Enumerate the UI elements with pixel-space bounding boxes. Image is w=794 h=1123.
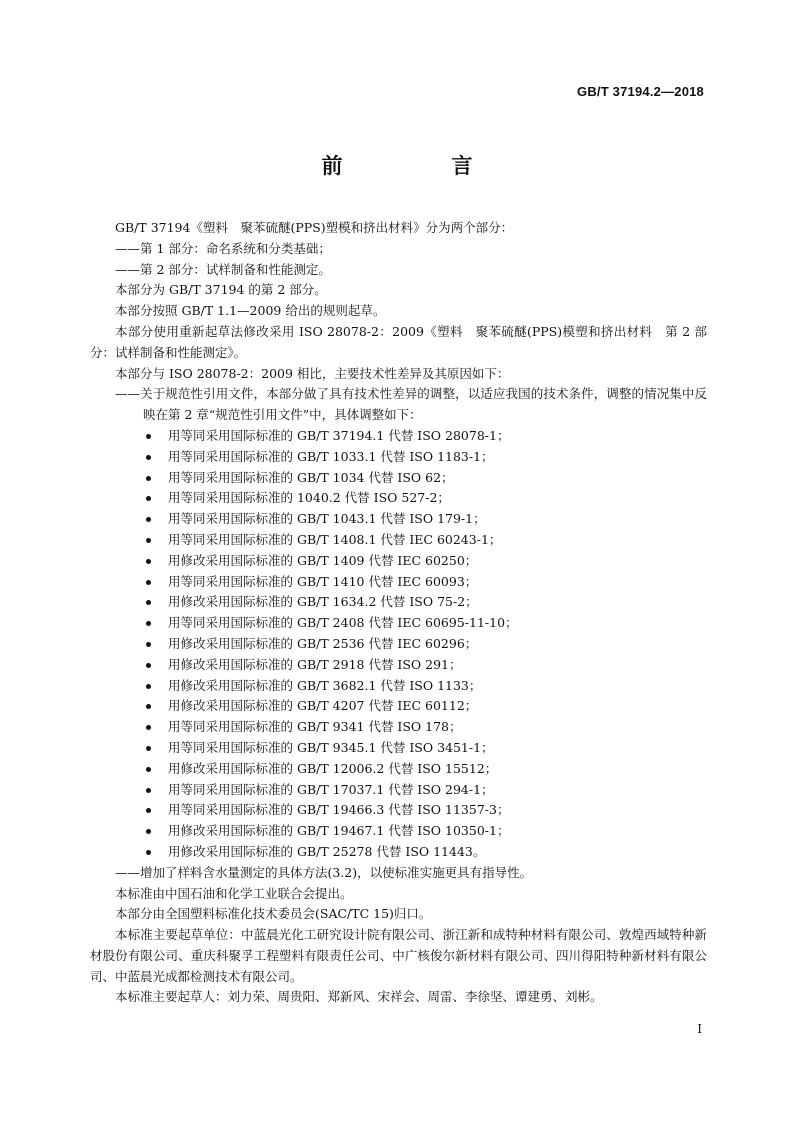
list-item-text: 用等同采用国际标准的 GB/T 2408 代替 IEC 60695-11-10； <box>168 615 518 631</box>
bullet-icon <box>146 704 151 709</box>
bullet-icon <box>146 621 151 626</box>
paragraph-parts-intro: GB/T 37194《塑料 聚苯硫醚(PPS)塑模和挤出材料》分为两个部分： <box>115 220 514 235</box>
list-item <box>90 572 707 593</box>
reference-substitution-list <box>90 426 707 863</box>
bullet-icon <box>146 684 151 689</box>
bullet-icon <box>146 600 151 605</box>
list-item <box>90 780 707 801</box>
bullet-icon <box>146 788 151 793</box>
list-item-text: 用等同采用国际标准的 GB/T 1033.1 代替 ISO 1183-1； <box>168 448 494 464</box>
list-item-text: 用等同采用国际标准的 GB/T 1408.1 代替 IEC 60243-1； <box>168 531 502 547</box>
list-item <box>90 738 707 759</box>
list-item-text: 用修改采用国际标准的 GB/T 4207 代替 IEC 60112； <box>168 698 478 714</box>
list-item-text: 用等同采用国际标准的 GB/T 37194.1 代替 ISO 28078-1； <box>168 427 510 443</box>
list-item-text: 用修改采用国际标准的 GB/T 2536 代替 IEC 60296； <box>168 635 478 651</box>
paragraph-part1: ——第 1 部分：命名系统和分类基础； <box>115 240 331 256</box>
foreword-body <box>90 218 707 1008</box>
list-item <box>90 468 707 489</box>
bullet-icon <box>146 476 151 481</box>
list-item <box>90 655 707 676</box>
list-item-text: 用等同采用国际标准的 GB/T 1410 代替 IEC 60093； <box>168 573 478 589</box>
bullet-icon <box>146 808 151 813</box>
bullet-icon <box>146 829 151 834</box>
list-item <box>90 447 707 468</box>
page-title: 前 言 <box>321 154 517 178</box>
list-item-text: 用修改采用国际标准的 GB/T 1634.2 代替 ISO 75-2； <box>168 594 478 610</box>
bullet-icon <box>146 517 151 522</box>
list-item <box>90 488 707 509</box>
page-number: I <box>697 1022 702 1036</box>
list-item-text: 用等同采用国际标准的 GB/T 17037.1 代替 ISO 294-1； <box>168 781 494 797</box>
list-item <box>90 509 707 530</box>
list-item-text: 用等同采用国际标准的 GB/T 9345.1 代替 ISO 3451-1； <box>168 739 494 755</box>
paragraph-differences-intro: 本部分与 ISO 28078-2：2009 相比，主要技术性差异及其原因如下： <box>115 365 510 381</box>
list-item <box>90 696 707 717</box>
paragraph-committee: 本部分由全国塑料标准化技术委员会(SAC/TC 15)归口。 <box>115 906 432 922</box>
paragraph-drafting-units: 本标准主要起草单位：中蓝晨光化工研究设计院有限公司、浙江新和成特种材料有限公司、敦煌西域特种新材股份有限公司、重庆科聚孚工程塑料有限责任公司、中广核俊尔新材料有限公司、四川得阳特种新材料有限公司、中蓝晨光成都检测技术有限公司。 <box>90 927 707 984</box>
bullet-icon <box>146 725 151 730</box>
list-item <box>90 530 707 551</box>
bullet-icon <box>146 850 151 855</box>
list-item <box>90 551 707 572</box>
list-item-text: 用等同采用国际标准的 GB/T 19466.3 代替 ISO 11357-3； <box>168 802 510 818</box>
list-item <box>90 613 707 634</box>
bullet-icon <box>146 663 151 668</box>
paragraph-drafting-rules: 本部分按照 GB/T 1.1—2009 给出的规则起草。 <box>115 303 386 319</box>
list-item <box>90 821 707 842</box>
paragraph-normative-references: ——关于规范性引用文件，本部分做了具有技术性差异的调整，以适应我国的技术条件，调整的情况集中反映在第 2 章“规范性引用文件”中，具体调整如下： <box>115 386 707 423</box>
list-item-text: 用修改采用国际标准的 GB/T 19467.1 代替 ISO 10350-1； <box>168 823 510 839</box>
list-item <box>90 842 707 863</box>
list-item-text: 用等同采用国际标准的 GB/T 1034 代替 ISO 62； <box>168 469 454 485</box>
paragraph-drafters: 本标准主要起草人：刘力荣、周贵阳、郑新风、宋祥会、周雷、李徐坚、谭建勇、刘彬。 <box>115 989 603 1005</box>
list-item-text: 用等同采用国际标准的 1040.2 代替 ISO 527-2； <box>168 490 450 506</box>
paragraph-part2: ——第 2 部分：试样制备和性能测定。 <box>115 261 331 277</box>
list-item <box>90 800 707 821</box>
list-item-text: 用修改采用国际标准的 GB/T 2918 代替 ISO 291； <box>168 656 462 672</box>
bullet-icon <box>146 434 151 439</box>
standard-code: GB/T 37194.2—2018 <box>577 84 704 99</box>
list-item-text: 用修改采用国际标准的 GB/T 1409 代替 IEC 60250； <box>168 552 478 568</box>
bullet-icon <box>146 767 151 772</box>
list-item-text: 用修改采用国际标准的 GB/T 12006.2 代替 ISO 15512； <box>168 760 498 776</box>
list-item <box>90 426 707 447</box>
list-item <box>90 592 707 613</box>
bullet-icon <box>146 642 151 647</box>
list-item <box>90 759 707 780</box>
list-item <box>90 634 707 655</box>
paragraph-proposer: 本标准由中国石油和化学工业联合会提出。 <box>115 885 353 901</box>
paragraph-adoption: 本部分使用重新起草法修改采用 ISO 28078-2：2009《塑料 聚苯硫醚(PPS)模塑和挤出材料 第 2 部分：试样制备和性能测定》。 <box>90 323 707 360</box>
list-item-text: 用修改采用国际标准的 GB/T 25278 代替 ISO 11443。 <box>168 843 486 859</box>
bullet-icon <box>146 580 151 585</box>
bullet-icon <box>146 538 151 543</box>
list-item-text: 用等同采用国际标准的 GB/T 9341 代替 ISO 178； <box>168 719 462 735</box>
paragraph-moisture-method: ——增加了样料含水量测定的具体方法(3.2)，以使标准实施更具有指导性。 <box>115 864 533 880</box>
list-item-text: 用等同采用国际标准的 GB/T 1043.1 代替 ISO 179-1； <box>168 511 486 527</box>
list-item-text: 用修改采用国际标准的 GB/T 3682.1 代替 ISO 1133； <box>168 677 482 693</box>
list-item <box>90 717 707 738</box>
list-item <box>90 676 707 697</box>
paragraph-this-part: 本部分为 GB/T 37194 的第 2 部分。 <box>115 282 327 298</box>
bullet-icon <box>146 746 151 751</box>
bullet-icon <box>146 455 151 460</box>
bullet-icon <box>146 496 151 501</box>
bullet-icon <box>146 559 151 564</box>
